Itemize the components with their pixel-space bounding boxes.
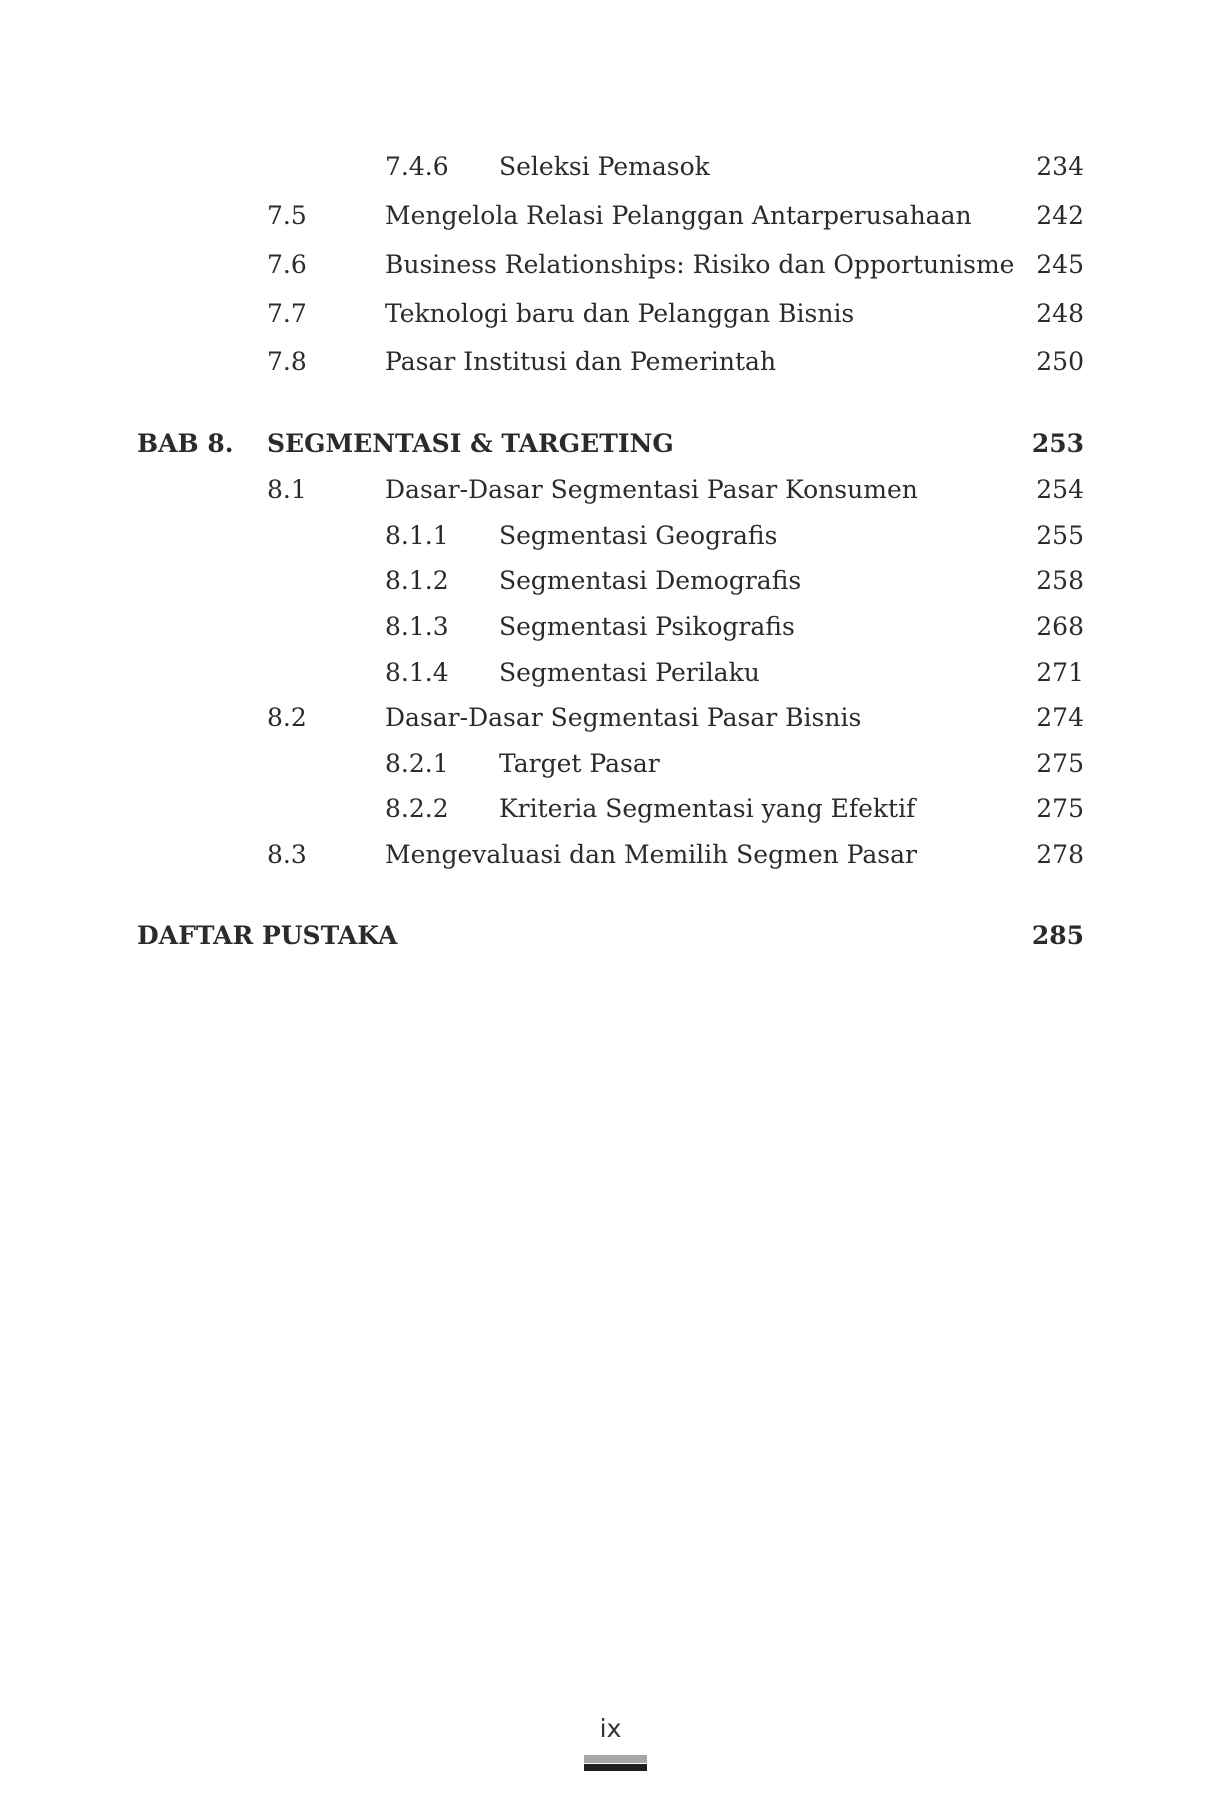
- toc-entry-8-1-3[interactable]: [0, 604, 1221, 650]
- toc-page-number: 268: [1036, 612, 1084, 641]
- toc-title: Mengevaluasi dan Memilih Segmen Pasar: [385, 840, 917, 869]
- toc-title: Target Pasar: [499, 749, 660, 778]
- toc-title: Teknologi baru dan Pelanggan Bisnis: [385, 299, 855, 328]
- toc-title: Segmentasi Demografis: [499, 566, 802, 595]
- toc-entry-7-4-6[interactable]: [0, 144, 1221, 190]
- toc-number: 7.8: [267, 347, 307, 376]
- toc-number: 8.2.1: [385, 749, 449, 778]
- toc-title: Segmentasi Psikografis: [499, 612, 795, 641]
- toc-entry-8-2[interactable]: [0, 695, 1221, 741]
- toc-page-number: 275: [1036, 794, 1084, 823]
- toc-page-number: 271: [1036, 658, 1084, 687]
- toc-page-number: 250: [1036, 347, 1084, 376]
- toc-title: Kriteria Segmentasi yang Efektif: [499, 794, 916, 823]
- toc-entry-8-3[interactable]: [0, 832, 1221, 878]
- toc-entry-8-2-1[interactable]: [0, 741, 1221, 787]
- toc-chapter-8[interactable]: [0, 421, 1221, 467]
- toc-page-number: 248: [1036, 299, 1084, 328]
- toc-page-number: 258: [1036, 566, 1084, 595]
- toc-number: 7.7: [267, 299, 307, 328]
- page-number: ix: [599, 1714, 622, 1743]
- toc-number: 7.4.6: [385, 152, 449, 181]
- toc-title: Segmentasi Geografis: [499, 521, 778, 550]
- toc-entry-7-5[interactable]: [0, 193, 1221, 239]
- toc-number: 8.1.4: [385, 658, 449, 687]
- toc-title: Mengelola Relasi Pelanggan Antarperusahaan: [385, 201, 972, 230]
- footer-decoration-bar-light: [584, 1755, 647, 1763]
- toc-number: 7.6: [267, 250, 307, 279]
- toc-page-number: 278: [1036, 840, 1084, 869]
- toc-number: 8.2.2: [385, 794, 449, 823]
- toc-page-number: 254: [1036, 475, 1084, 504]
- toc-entry-daftar-pustaka[interactable]: [0, 913, 1221, 959]
- footer-decoration-bar-dark: [584, 1764, 647, 1771]
- toc-entry-8-1[interactable]: [0, 467, 1221, 513]
- toc-title: Seleksi Pemasok: [499, 152, 710, 181]
- toc-page-number: 242: [1036, 201, 1084, 230]
- toc-page-number: 234: [1036, 152, 1084, 181]
- toc-number: 8.1.2: [385, 566, 449, 595]
- toc-page-number: 275: [1036, 749, 1084, 778]
- chapter-title: SEGMENTASI & TARGETING: [267, 429, 674, 458]
- toc-page-number: 274: [1036, 703, 1084, 732]
- toc-page-number: 245: [1036, 250, 1084, 279]
- toc-number: 7.5: [267, 201, 307, 230]
- toc-title: Dasar-Dasar Segmentasi Pasar Bisnis: [385, 703, 862, 732]
- toc-title: Business Relationships: Risiko dan Opportunisme: [385, 250, 1015, 279]
- toc-title: Dasar-Dasar Segmentasi Pasar Konsumen: [385, 475, 918, 504]
- toc-entry-7-6[interactable]: [0, 242, 1221, 288]
- toc-page-number: 285: [1031, 921, 1084, 950]
- toc-title: DAFTAR PUSTAKA: [137, 921, 398, 950]
- toc-entry-8-1-2[interactable]: [0, 558, 1221, 604]
- toc-entry-8-2-2[interactable]: [0, 786, 1221, 832]
- toc-number: 8.3: [267, 840, 307, 869]
- toc-number: 8.1: [267, 475, 307, 504]
- toc-number: 8.1.1: [385, 521, 449, 550]
- toc-number: 8.2: [267, 703, 307, 732]
- toc-entry-8-1-4[interactable]: [0, 650, 1221, 696]
- toc-title: Segmentasi Perilaku: [499, 658, 760, 687]
- chapter-label: BAB 8.: [137, 429, 234, 458]
- toc-entry-7-8[interactable]: [0, 339, 1221, 385]
- toc-entry-7-7[interactable]: [0, 291, 1221, 337]
- toc-number: 8.1.3: [385, 612, 449, 641]
- toc-entry-8-1-1[interactable]: [0, 513, 1221, 559]
- toc-page-number: 255: [1036, 521, 1084, 550]
- toc-page-number: 253: [1031, 429, 1084, 458]
- toc-title: Pasar Institusi dan Pemerintah: [385, 347, 777, 376]
